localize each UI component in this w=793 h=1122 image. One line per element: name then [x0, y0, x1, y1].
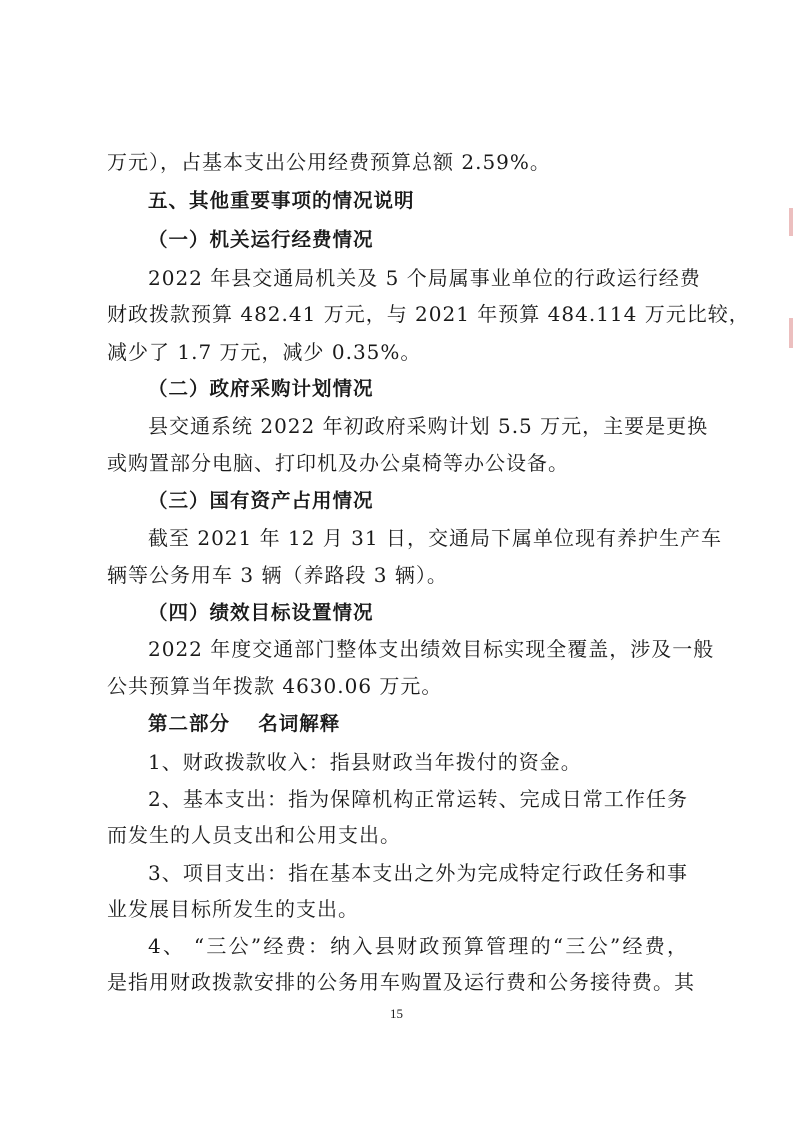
text-line: 县交通系统 2022 年初政府采购计划 5.5 万元，主要是更换 [148, 414, 709, 438]
subsection-heading: （二）政府采购计划情况 [148, 377, 374, 400]
text-line: 1、财政拨款收入：指县财政当年拨付的资金。 [148, 750, 582, 774]
part-heading: 第二部分 名词解释 [148, 712, 341, 735]
text-line: 业发展目标所发生的支出。 [107, 897, 359, 921]
scan-edge-mark [789, 318, 793, 348]
text-line: 4、 “三公”经费：纳入县财政预算管理的“三公”经费， [148, 934, 688, 958]
text-line: 是指用财政拨款安排的公务用车购置及运行费和公务接待费。其 [107, 970, 695, 994]
text-line: 减少了 1.7 万元，减少 0.35%。 [107, 340, 422, 364]
scan-edge-mark [789, 208, 793, 236]
text-line: 公共预算当年拨款 4630.06 万元。 [107, 674, 443, 698]
subsection-heading: （一）机关运行经费情况 [148, 228, 374, 251]
text-line: 而发生的人员支出和公用支出。 [107, 823, 401, 847]
text-line: 3、项目支出：指在基本支出之外为完成特定行政任务和事 [148, 861, 688, 885]
text-line: 或购置部分电脑、打印机及办公桌椅等办公设备。 [107, 451, 569, 475]
page-number: 15 [390, 1006, 403, 1021]
subsection-heading: （四）绩效目标设置情况 [148, 601, 374, 624]
text-line: 财政拨款预算 482.41 万元，与 2021 年预算 484.114 万元比较， [107, 302, 750, 326]
text-line: 2022 年度交通部门整体支出绩效目标实现全覆盖，涉及一般 [148, 637, 715, 661]
text-line: 2、基本支出：指为保障机构正常运转、完成日常工作任务 [148, 787, 688, 811]
section-heading: 五、其他重要事项的情况说明 [148, 189, 415, 212]
subsection-heading: （三）国有资产占用情况 [148, 489, 374, 512]
text-line: 辆等公务用车 3 辆（养路段 3 辆）。 [107, 563, 448, 587]
text-line: 万元），占基本支出公用经费预算总额 2.59%。 [107, 150, 551, 174]
text-line: 2022 年县交通局机关及 5 个局属事业单位的行政运行经费 [148, 266, 701, 290]
text-line: 截至 2021 年 12 月 31 日，交通局下属单位现有养护生产车 [148, 526, 722, 550]
